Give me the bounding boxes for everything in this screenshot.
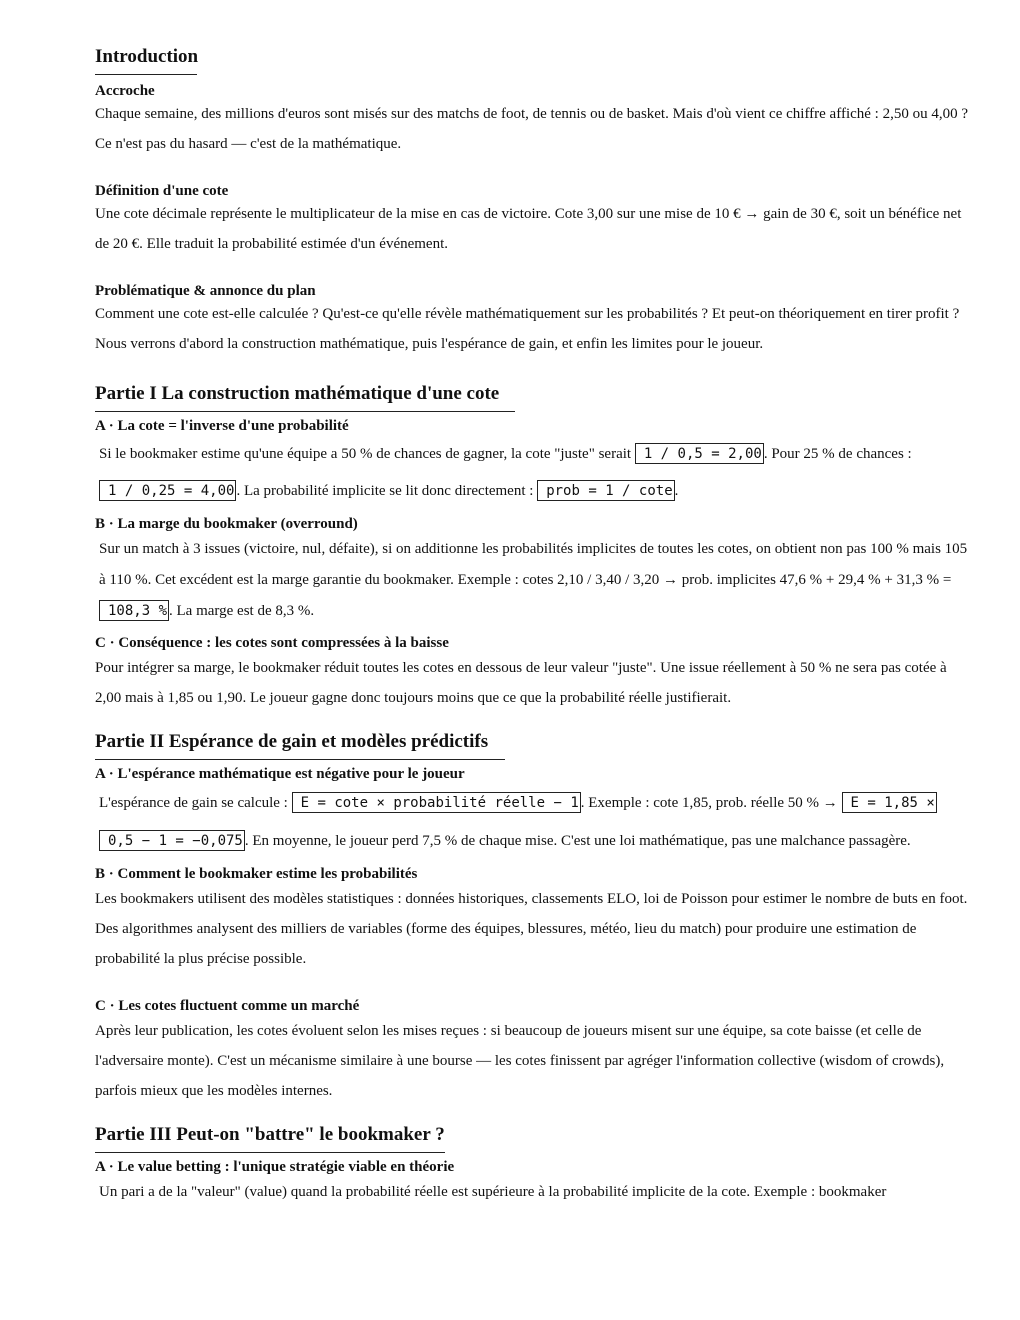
formula-box: 1 / 0,5 = 2,00 <box>635 443 764 464</box>
part3-label: Partie III <box>95 1124 172 1145</box>
part1-title: La construction mathématique d'une cote <box>161 383 500 404</box>
part1-label: Partie I <box>95 383 157 404</box>
accroche-text: Chaque semaine, des millions d'euros sont misés sur des matchs de foot, de tennis ou de basket. Mais d'où vient ce chiffre affiché : 2,50 ou 4,00 ? Ce n'est pas du hasard — c'est de la mathématique. <box>95 106 968 152</box>
document-page <box>95 44 975 1207</box>
part1-a-text: Si le bookmaker estime qu'une équipe a 50 % de chances de gagner, la cote "juste" serait 1 / 0,5 = 2,00 . Pour 25 % de chances : 1 / 0,25 = 4,00 . La probabilité implicite se lit donc directement : prob = 1 / cote . <box>95 436 975 510</box>
part2-c-heading: C · Les cotes fluctuent comme un marché <box>95 998 360 1014</box>
part2-heading <box>95 729 505 760</box>
problematique-text: Comment une cote est-elle calculée ? Qu'est-ce qu'elle révèle mathématiquement sur les probabilités ? Et peut-on théoriquement en tirer profit ? Nous verrons d'abord la construction mathématique, puis l'espérance de gain, et enfin les limites pour le joueur. <box>95 306 960 352</box>
part3-a-heading: A · Le value betting : l'unique stratégie viable en théorie <box>95 1159 455 1175</box>
accroche-heading: Accroche <box>95 83 155 99</box>
part2-label: Partie II <box>95 731 165 752</box>
part3-heading <box>95 1122 445 1153</box>
intro-heading: Introduction <box>95 44 197 75</box>
part1-a-heading: A · La cote = l'inverse d'une probabilité <box>95 418 349 434</box>
part2-a-text: L'espérance de gain se calcule : E = cote × probabilité réelle − 1 . Exemple : cote 1,85, prob. réelle 50 % → E = 1,85 × 0,5 − 1 = −0,075 . En moyenne, le joueur perd 7,5 % de chaque mise. C'est une loi mathématique, pas une malchance passagère. <box>95 784 975 860</box>
definition-heading: Définition d'une cote <box>95 183 229 199</box>
formula-box: 108,3 % <box>99 600 169 621</box>
formula-box: E = cote × probabilité réelle − 1 <box>292 792 581 813</box>
part1-heading <box>95 381 515 412</box>
problematique-heading: Problématique & annonce du plan <box>95 283 316 299</box>
part2-c-text: Après leur publication, les cotes évoluent selon les mises reçues : si beaucoup de joueurs misent sur une équipe, sa cote baisse (et celle de l'adversaire monte). C'est un mécanisme similaire à une bourse — les cotes finissent par agréger l'information collective (wisdom of crowds), parfois mieux que les modèles internes. <box>95 1023 945 1099</box>
formula-box: 1 / 0,25 = 4,00 <box>99 480 236 501</box>
part1-c-heading: C · Conséquence : les cotes sont compressées à la baisse <box>95 635 449 651</box>
part2-title: Espérance de gain et modèles prédictifs <box>168 731 489 752</box>
formula-box: prob = 1 / cote <box>537 480 674 501</box>
part3-a-text: Un pari a de la "valeur" (value) quand la probabilité réelle est supérieure à la probabilité implicite de la cote. Exemple : bookmaker <box>99 1184 887 1200</box>
part3-title: Peut-on "battre" le bookmaker ? <box>176 1124 445 1145</box>
part1-b-text: Sur un match à 3 issues (victoire, nul, défaite), si on additionne les probabilités implicites de toutes les cotes, on obtient non pas 100 % mais 105 à 110 %. Cet excédent est la marge garantie du bookmaker. Exemple : cotes 2,10 / 3,40 / 3,20 → prob. implicites 47,6 % + 29,4 % + 31,3 % = 108,3 % . La marge est de 8,3 %. <box>99 541 968 619</box>
part2-a-heading: A · L'espérance mathématique est négative pour le joueur <box>95 766 465 782</box>
part2-b-heading: B · Comment le bookmaker estime les probabilités <box>95 866 418 882</box>
part2-b-text: Les bookmakers utilisent des modèles statistiques : données historiques, classements ELO, loi de Poisson pour estimer le nombre de buts en foot. Des algorithmes analysent des milliers de variables (forme des équipes, blessures, météo, lieu du match) pour produire une estimation de probabilité la plus précise possible. <box>95 891 968 967</box>
formula-box: E = 1,85 × <box>842 792 937 813</box>
part1-b-heading: B · La marge du bookmaker (overround) <box>95 516 358 532</box>
part1-c-text: Pour intégrer sa marge, le bookmaker réduit toutes les cotes en dessous de leur valeur "juste". Une issue réellement à 50 % ne sera pas cotée à 2,00 mais à 1,85 ou 1,90. Le joueur gagne donc toujours moins que ce que la probabilité réelle justifierait. <box>95 660 947 706</box>
formula-box: 0,5 − 1 = −0,075 <box>99 830 245 851</box>
definition-text: Une cote décimale représente le multiplicateur de la mise en cas de victoire. Cote 3,00 sur une mise de 10 € → gain de 30 €, soit un bénéfice net de 20 €. Elle traduit la probabilité estimée d'un événement. <box>95 206 962 252</box>
